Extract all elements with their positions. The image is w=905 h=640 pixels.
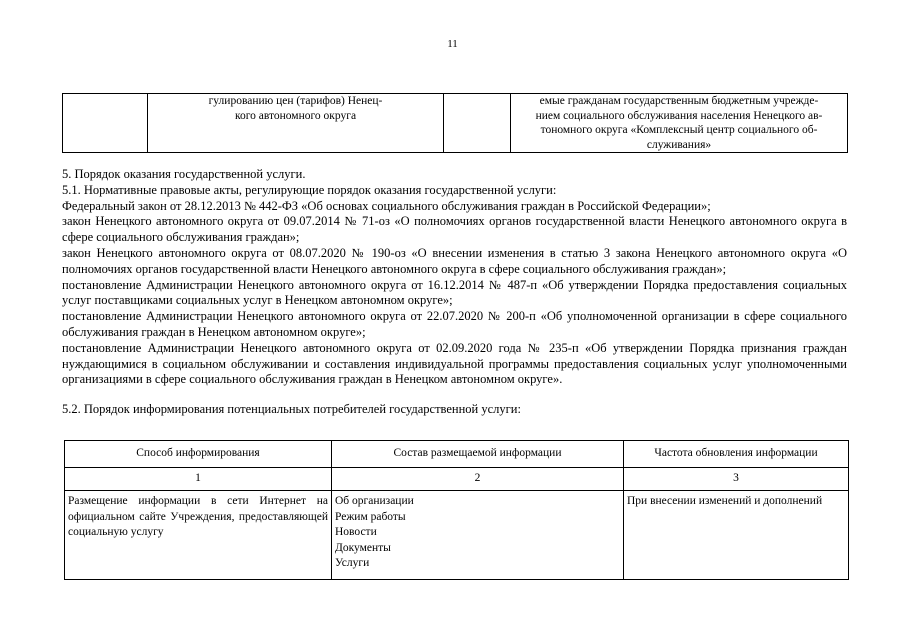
section-subheading: 5.1. Нормативные правовые акты, регулирующие порядок оказания государственной услуги: — [62, 182, 557, 197]
table-row — [65, 491, 849, 580]
cell-line: тономного округа «Комплексный центр социального об- — [540, 124, 818, 136]
content-item: Документы — [335, 541, 391, 554]
legal-act: постановление Администрации Ненецкого автономного округа от 02.09.2020 года № 235-п «Об утверждении Порядка признания граждан нуждающимися в социальном обслуживании и составления индивидуальной программы предоставления социальных услуг уполномоченными организациями в сфере социального обслуживания граждан в Ненецком автономном округе». — [62, 340, 847, 387]
cell-line: нием социального обслуживания населения Ненецкого ав- — [535, 109, 823, 122]
table-row — [63, 94, 848, 153]
legal-act: закон Ненецкого автономного округа от 08.07.2020 № 190-оз «О внесении изменения в статью 3 закона Ненецкого автономного округа «О полномочиях органов государственной власти Ненецкого автономного округа в сфере социального обслуживания граждан»; — [62, 245, 847, 276]
legal-act: постановление Администрации Ненецкого автономного округа от 16.12.2014 № 487-п «Об утверждении Порядка предоставления социальных услуг поставщиками социальных услуг в Ненецком автономном округе»; — [62, 277, 847, 308]
column-header: Способ информирования — [65, 441, 332, 468]
content-cell — [332, 491, 624, 580]
cell-line: служивания» — [646, 138, 712, 151]
method-cell: Размещение информации в сети Интернет на официальном сайте Учреждения, предоставляющей социальную услугу — [65, 491, 332, 580]
table-cell — [148, 94, 444, 153]
page-number: 11 — [447, 38, 458, 50]
content-item: Новости — [335, 526, 377, 538]
content-item: Услуги — [335, 557, 370, 569]
column-header: Частота обновления информации — [624, 441, 849, 468]
content-item: Об организации — [335, 495, 414, 507]
section-heading: 5. Порядок оказания государственной услуги. — [62, 167, 306, 181]
section-subheading-2: 5.2. Порядок информирования потенциальных потребителей государственной услуги: — [62, 402, 521, 417]
cell-line: емые гражданам государственным бюджетным учрежде- — [539, 95, 819, 107]
information-table — [64, 440, 849, 580]
cell-line: гулированию цен (тарифов) Ненец- — [208, 95, 383, 107]
legal-act: закон Ненецкого автономного округа от 09.07.2014 № 71-оз «О полномочиях органов государственной власти Ненецкого автономного округа в сфере социального обслуживания граждан»; — [62, 214, 847, 245]
table-cell — [511, 94, 848, 153]
cell-line: кого автономного округа — [234, 109, 357, 122]
column-number: 2 — [332, 468, 624, 491]
table-cell — [444, 94, 511, 153]
column-number: 3 — [624, 468, 849, 491]
column-header: Состав размещаемой информации — [332, 441, 624, 468]
table-header-row — [65, 441, 849, 468]
frequency-cell: При внесении изменений и дополнений — [624, 491, 849, 580]
continued-table — [62, 93, 848, 153]
legal-act: Федеральный закон от 28.12.2013 № 442-ФЗ «Об основах социального обслуживания граждан в Российской Федерации»; — [62, 198, 711, 213]
table-cell — [63, 94, 148, 153]
column-number-row — [65, 468, 849, 491]
legal-act: постановление Администрации Ненецкого автономного округа от 22.07.2020 № 200-п «Об уполномоченной организации в сфере социального обслуживания граждан в Ненецком автономном округе»; — [62, 309, 847, 339]
column-number: 1 — [65, 468, 332, 491]
content-item: Режим работы — [335, 510, 406, 523]
section-text — [62, 167, 847, 418]
